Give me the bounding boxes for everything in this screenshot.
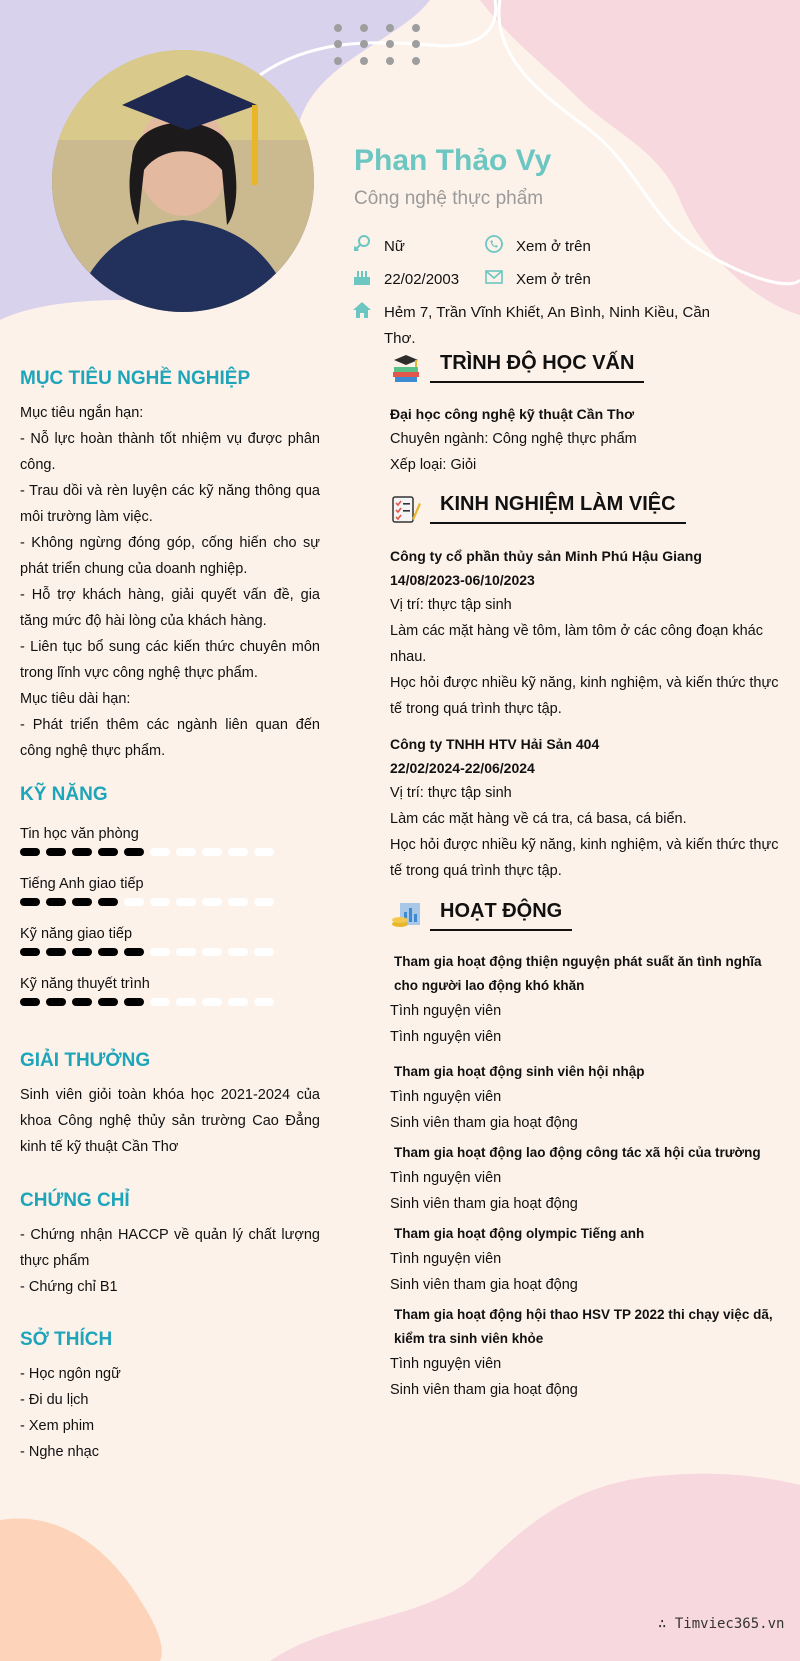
skill-dash-filled	[20, 998, 40, 1006]
objective-line: - Liên tục bổ sung các kiến thức chuyên môn trong lĩnh vực công nghệ thực phẩm.	[20, 639, 320, 681]
activity-desc: Sinh viên tham gia hoạt động	[390, 1115, 578, 1131]
phone-icon	[484, 234, 504, 254]
skill-name: Kỹ năng thuyết trình	[20, 976, 150, 992]
skill-dash-filled	[46, 898, 66, 906]
skill-dash-filled	[20, 898, 40, 906]
activity-desc: Tình nguyện viên	[390, 1029, 502, 1045]
home-icon	[352, 300, 372, 320]
activity-name: Tham gia hoạt động sinh viên hội nhập	[394, 1064, 645, 1079]
gender-icon	[352, 234, 372, 254]
activities-title: HOẠT ĐỘNG	[430, 900, 572, 931]
skill-level-bar	[20, 848, 320, 856]
hobbies-body	[20, 1361, 320, 1465]
awards-title: GIẢI THƯỞNG	[20, 1050, 151, 1071]
skill-row	[20, 924, 320, 956]
skill-dash-empty	[254, 998, 274, 1006]
awards-section	[20, 1050, 320, 1160]
skill-dash-empty	[150, 998, 170, 1006]
experience-line: Vị trí: thực tập sinh	[390, 597, 512, 613]
hobby-line: - Nghe nhạc	[20, 1444, 99, 1460]
skill-dash-filled	[46, 948, 66, 956]
objective-title: MỤC TIÊU NGHỀ NGHIỆP	[20, 368, 251, 389]
checklist-icon	[390, 493, 422, 525]
objective-line: - Trau dồi và rèn luyện các kỹ năng thông qua môi trường làm việc.	[20, 483, 320, 525]
activity-name: Tham gia hoạt động hội thao HSV TP 2022 thi chạy việc dã, kiểm tra sinh viên khỏe	[394, 1307, 773, 1346]
skill-dash-empty	[150, 898, 170, 906]
skill-name: Tiếng Anh giao tiếp	[20, 876, 144, 892]
phone-value: Xem ở trên	[516, 238, 591, 255]
skill-dash-filled	[46, 998, 66, 1006]
skill-level-bar	[20, 898, 320, 906]
activity-item	[390, 1222, 780, 1298]
skill-level-bar	[20, 998, 320, 1006]
activity-item	[390, 1060, 780, 1136]
watermark-link[interactable]: ∴ Timviec365.vn	[658, 1616, 785, 1632]
experience-header	[390, 493, 686, 525]
skill-dash-empty	[228, 948, 248, 956]
experience-title: KINH NGHIỆM LÀM VIỆC	[430, 493, 686, 524]
address-line-2: Thơ.	[384, 330, 416, 347]
objective-line: Mục tiêu ngắn hạn:	[20, 405, 144, 421]
experience-line: Vị trí: thực tập sinh	[390, 785, 512, 801]
skill-row	[20, 874, 320, 906]
hobby-line: - Đi du lịch	[20, 1392, 89, 1408]
certificates-title: CHỨNG CHỈ	[20, 1190, 130, 1211]
skills-section	[20, 784, 320, 1024]
hobby-line: - Học ngôn ngữ	[20, 1366, 121, 1382]
hobbies-title: SỞ THÍCH	[20, 1329, 113, 1350]
skill-dash-empty	[254, 848, 274, 856]
skill-dash-empty	[202, 848, 222, 856]
decorative-blob-pink-bottom	[270, 1470, 800, 1661]
skill-dash-empty	[150, 848, 170, 856]
education-major: Chuyên ngành: Công nghệ thực phẩm	[390, 431, 637, 447]
address-value	[384, 300, 714, 352]
experience-item	[390, 544, 780, 722]
skill-row	[20, 824, 320, 856]
activity-item	[390, 1303, 780, 1403]
candidate-name: Phan Thảo Vy	[354, 144, 552, 177]
decorative-blob-peach	[0, 1510, 170, 1661]
activity-role: Tình nguyện viên	[390, 1003, 502, 1019]
skill-dash-filled	[20, 848, 40, 856]
skill-dash-empty	[176, 898, 196, 906]
skill-dash-filled	[72, 998, 92, 1006]
skill-name: Kỹ năng giao tiếp	[20, 926, 133, 942]
experience-line: Học hỏi được nhiều kỹ năng, kinh nghiệm, và kiến thức thực tế trong quá trình thực tập.	[390, 675, 779, 717]
activity-desc: Sinh viên tham gia hoạt động	[390, 1382, 578, 1398]
certificate-line: - Chứng chỉ B1	[20, 1279, 118, 1295]
skill-level-bar	[20, 948, 320, 956]
skill-dash-filled	[98, 848, 118, 856]
skills-title: KỸ NĂNG	[20, 784, 108, 805]
skill-dash-filled	[124, 948, 144, 956]
certificates-section	[20, 1190, 320, 1300]
gender-value: Nữ	[384, 238, 405, 255]
graduation-books-icon	[390, 352, 422, 384]
skill-dash-filled	[72, 948, 92, 956]
graduate-portrait-icon	[52, 50, 314, 312]
skill-dash-empty	[124, 898, 144, 906]
objective-line: - Hỗ trợ khách hàng, giải quyết vấn đề, gia tăng mức độ hài lòng của khách hàng.	[20, 587, 320, 629]
skill-dash-empty	[254, 948, 274, 956]
skill-dash-filled	[98, 948, 118, 956]
activity-desc: Sinh viên tham gia hoạt động	[390, 1196, 578, 1212]
skill-dash-filled	[20, 948, 40, 956]
activity-role: Tình nguyện viên	[390, 1356, 502, 1372]
activity-name: Tham gia hoạt động lao động công tác xã hội của trường	[394, 1145, 761, 1160]
activity-desc: Sinh viên tham gia hoạt động	[390, 1277, 578, 1293]
objective-line: - Phát triển thêm các ngành liên quan đến công nghệ thực phẩm.	[20, 717, 320, 759]
skill-dash-empty	[176, 998, 196, 1006]
experience-period: 22/02/2024-22/06/2024	[390, 760, 535, 776]
email-value: Xem ở trên	[516, 271, 591, 288]
skill-dash-filled	[124, 998, 144, 1006]
skill-dash-filled	[72, 898, 92, 906]
objective-section	[20, 368, 320, 764]
objective-body	[20, 400, 320, 764]
activity-role: Tình nguyện viên	[390, 1089, 502, 1105]
skill-row	[20, 974, 320, 1006]
skill-dash-empty	[228, 898, 248, 906]
experience-company: Công ty TNHH HTV Hải Sản 404	[390, 736, 600, 752]
job-title: Công nghệ thực phẩm	[354, 188, 544, 209]
objective-line: - Không ngừng đóng góp, cống hiến cho sự phát triển chung của doanh nghiệp.	[20, 535, 320, 577]
skill-dash-empty	[254, 898, 274, 906]
certificates-body	[20, 1222, 320, 1300]
activity-item	[390, 1141, 780, 1217]
certificate-line: - Chứng nhận HACCP về quản lý chất lượng thực phẩm	[20, 1227, 320, 1269]
activity-name: Tham gia hoạt động thiện nguyện phát suất ăn tình nghĩa cho người lao động khó khăn	[394, 954, 762, 993]
email-icon	[484, 267, 504, 287]
skill-dash-empty	[176, 948, 196, 956]
profile-photo	[52, 50, 314, 312]
education-title: TRÌNH ĐỘ HỌC VẤN	[430, 352, 644, 383]
skill-dash-empty	[202, 998, 222, 1006]
experience-period: 14/08/2023-06/10/2023	[390, 572, 535, 588]
experience-line: Làm các mặt hàng về cá tra, cá basa, cá biển.	[390, 811, 687, 827]
objective-line: - Nỗ lực hoàn thành tốt nhiệm vụ được phân công.	[20, 431, 320, 473]
birthday-cake-icon	[352, 267, 372, 287]
skill-dash-filled	[72, 848, 92, 856]
skill-dash-empty	[228, 848, 248, 856]
skill-dash-filled	[46, 848, 66, 856]
skill-name: Tin học văn phòng	[20, 826, 139, 842]
education-header	[390, 352, 644, 384]
experience-line: Học hỏi được nhiều kỹ năng, kinh nghiệm, và kiến thức thực tế trong quá trình thực tập.	[390, 837, 779, 879]
activities-header	[390, 900, 572, 932]
skill-dash-filled	[124, 848, 144, 856]
objective-line: Mục tiêu dài hạn:	[20, 691, 131, 707]
activity-role: Tình nguyện viên	[390, 1251, 502, 1267]
activity-role: Tình nguyện viên	[390, 1170, 502, 1186]
activity-item	[390, 950, 780, 1050]
skill-dash-empty	[228, 998, 248, 1006]
education-body	[390, 402, 780, 478]
experience-line: Làm các mặt hàng về tôm, làm tôm ở các công đoạn khác nhau.	[390, 623, 763, 665]
awards-text: Sinh viên giỏi toàn khóa học 2021-2024 của khoa Công nghệ thủy sản trường Cao Đẳng kinh tế kỹ thuật Cần Thơ	[20, 1087, 320, 1155]
skill-dash-empty	[150, 948, 170, 956]
activity-chart-icon	[390, 900, 422, 932]
skill-dash-filled	[98, 898, 118, 906]
skill-dash-empty	[202, 898, 222, 906]
hobbies-section	[20, 1329, 320, 1465]
skill-dash-empty	[176, 848, 196, 856]
activity-name: Tham gia hoạt động olympic Tiếng anh	[394, 1226, 645, 1241]
education-school: Đại học công nghệ kỹ thuật Cần Thơ	[390, 406, 635, 422]
experience-company: Công ty cổ phần thủy sản Minh Phú Hậu Giang	[390, 548, 702, 564]
education-rank: Xếp loại: Giỏi	[390, 457, 477, 473]
hobby-line: - Xem phim	[20, 1418, 95, 1434]
decorative-dots	[330, 22, 430, 72]
skills-list	[20, 824, 320, 1006]
experience-item	[390, 732, 780, 884]
address-line-1: Hẻm 7, Trần Vĩnh Khiết, An Bình, Ninh Kiều, Cần	[384, 304, 711, 321]
skill-dash-filled	[98, 998, 118, 1006]
skill-dash-empty	[202, 948, 222, 956]
birthday-value: 22/02/2003	[384, 271, 460, 288]
